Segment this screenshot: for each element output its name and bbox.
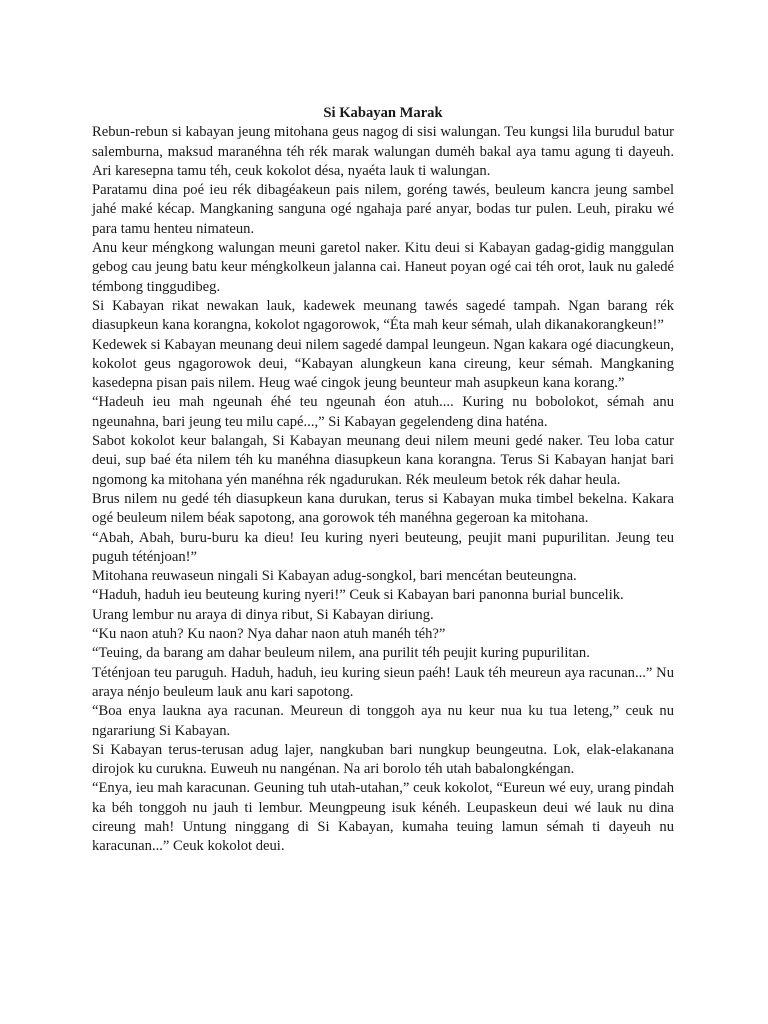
- paragraph: Sabot kokolot keur balangah, Si Kabayan meunang deui nilem meuni gedé naker. Teu loba catur deui, sup baé éta nilem téh ku manéhna diasupkeun kana korangna. Terus Si Kabayan hanjat bari ngomong ka mitohana yén manéhna rék ngadurukan. Rék meuleum betok rék dahar heula.: [92, 433, 674, 488]
- paragraph: “Abah, Abah, buru-buru ka dieu! Ieu kuring nyeri beuteung, peujit mani pupurilitan. Jeung teu puguh téténjoan!”: [92, 529, 674, 565]
- paragraph: Mitohana reuwaseun ningali Si Kabayan adug-songkol, bari mencétan beuteungna.: [92, 568, 577, 585]
- paragraph: “Ku naon atuh? Ku naon? Nya dahar naon atuh manéh téh?”: [92, 626, 446, 643]
- paragraph: Téténjoan teu paruguh. Haduh, haduh, ieu kuring sieun paéh! Lauk téh meureun aya racunan...” Nu araya nénjo beuleum lauk anu kari sapotong.: [92, 664, 674, 700]
- paragraph: “Hadeuh ieu mah ngeunah éhé teu ngeunah éon atuh.... Kuring nu bobolokot, sémah anu ngeunahna, bari jeung teu milu capé...,” Si Kabayan gegelendeng dina haténa.: [92, 394, 674, 430]
- paragraph: Paratamu dina poé ieu rék dibagéakeun pais nilem, goréng tawés, beuleum kancra jeung sambel jahé maké kécap. Mangkaning sanguna ogé ngahaja paré anyar, bodas tur pulen. Leuh, piraku wé para tamu henteu nimateun.: [92, 182, 674, 237]
- paragraph: Si Kabayan rikat newakan lauk, kadewek meunang tawés sagedé tampah. Ngan barang rék diasupkeun kana korangna, kokolot ngagorowok, “Éta mah keur sémah, ulah dikanakorangkeun!”: [92, 297, 674, 334]
- paragraph: Urang lembur nu araya di dinya ribut, Si Kabayan diriung.: [92, 606, 434, 623]
- paragraph: Kedewek si Kabayan meunang deui nilem sagedé dampal leungeun. Ngan kakara ogé diacungkeun, kokolot geus ngagorowok deui, “Kabayan alungkeun kana cireung, keur sémah. Mangkaning kasedepna pisan pais nilem. Heug waé cingok jeung beunteur mah asupkeun kana korang.”: [92, 336, 674, 392]
- paragraph: “Teuing, da barang am dahar beuleum nilem, ana purilit téh peujit kuring pupurilitan.: [92, 645, 590, 662]
- paragraph: “Enya, ieu mah karacunan. Geuning tuh utah-utahan,” ceuk kokolot, “Eureun wé euy, urang pindah ka béh tonggoh nu jauh ti lembur. Meungpeung isuk kénéh. Leupaskeun deui wé lauk nu dina cireung mah! Untung ninggang di Si Kabayan, kumaha teuing lamun sémah ti dayeuh nu karacunan...” Ceuk kokolot deui.: [92, 780, 674, 855]
- document-title: Si Kabayan Marak: [323, 105, 443, 121]
- paragraph: Rebun-rebun si kabayan jeung mitohana geus nagog di sisi walungan. Teu kungsi lila burudul batur salemburna, maksud maranéhna téh rék marak walungan dumėh bakal aya tamu agung ti dayeuh. Ari karesepna tamu téh, ceuk kokolot désa, nyaéta lauk ti walungan.: [92, 124, 674, 179]
- paragraph: Brus nilem nu gedé téh diasupkeun kana durukan, terus si Kabayan muka timbel bekelna. Kakara ogé beuleum nilem béak sapotong, ana gorowok téh manéhna gegeroan ka mitohana.: [92, 490, 674, 527]
- paragraph: Si Kabayan terus-terusan adug lajer, nangkuban bari nungkup beungeutna. Lok, elak-elakanana dirojok ku curukna. Euweuh nu nangénan. Na ari borolo téh utah babalongkéngan.: [92, 741, 674, 778]
- paragraph: “Haduh, haduh ieu beuteung kuring nyeri!” Ceuk si Kabayan bari panonna burial buncelik.: [92, 587, 624, 604]
- paragraph: “Boa enya laukna aya racunan. Meureun di tonggoh aya nu keur nua ku tua leteng,” ceuk nu ngarariung Si Kabayan.: [92, 703, 674, 739]
- document-page: [92, 104, 674, 857]
- paragraph: Anu keur méngkong walungan meuni garetol naker. Kitu deui si Kabayan gadag-gidig manggulan gebog cau jeung batu keur méngkolkeun jalanna cai. Haneut poyan ogé cai téh orot, lauk nu galedé témbong tinggudibeg.: [92, 240, 674, 295]
